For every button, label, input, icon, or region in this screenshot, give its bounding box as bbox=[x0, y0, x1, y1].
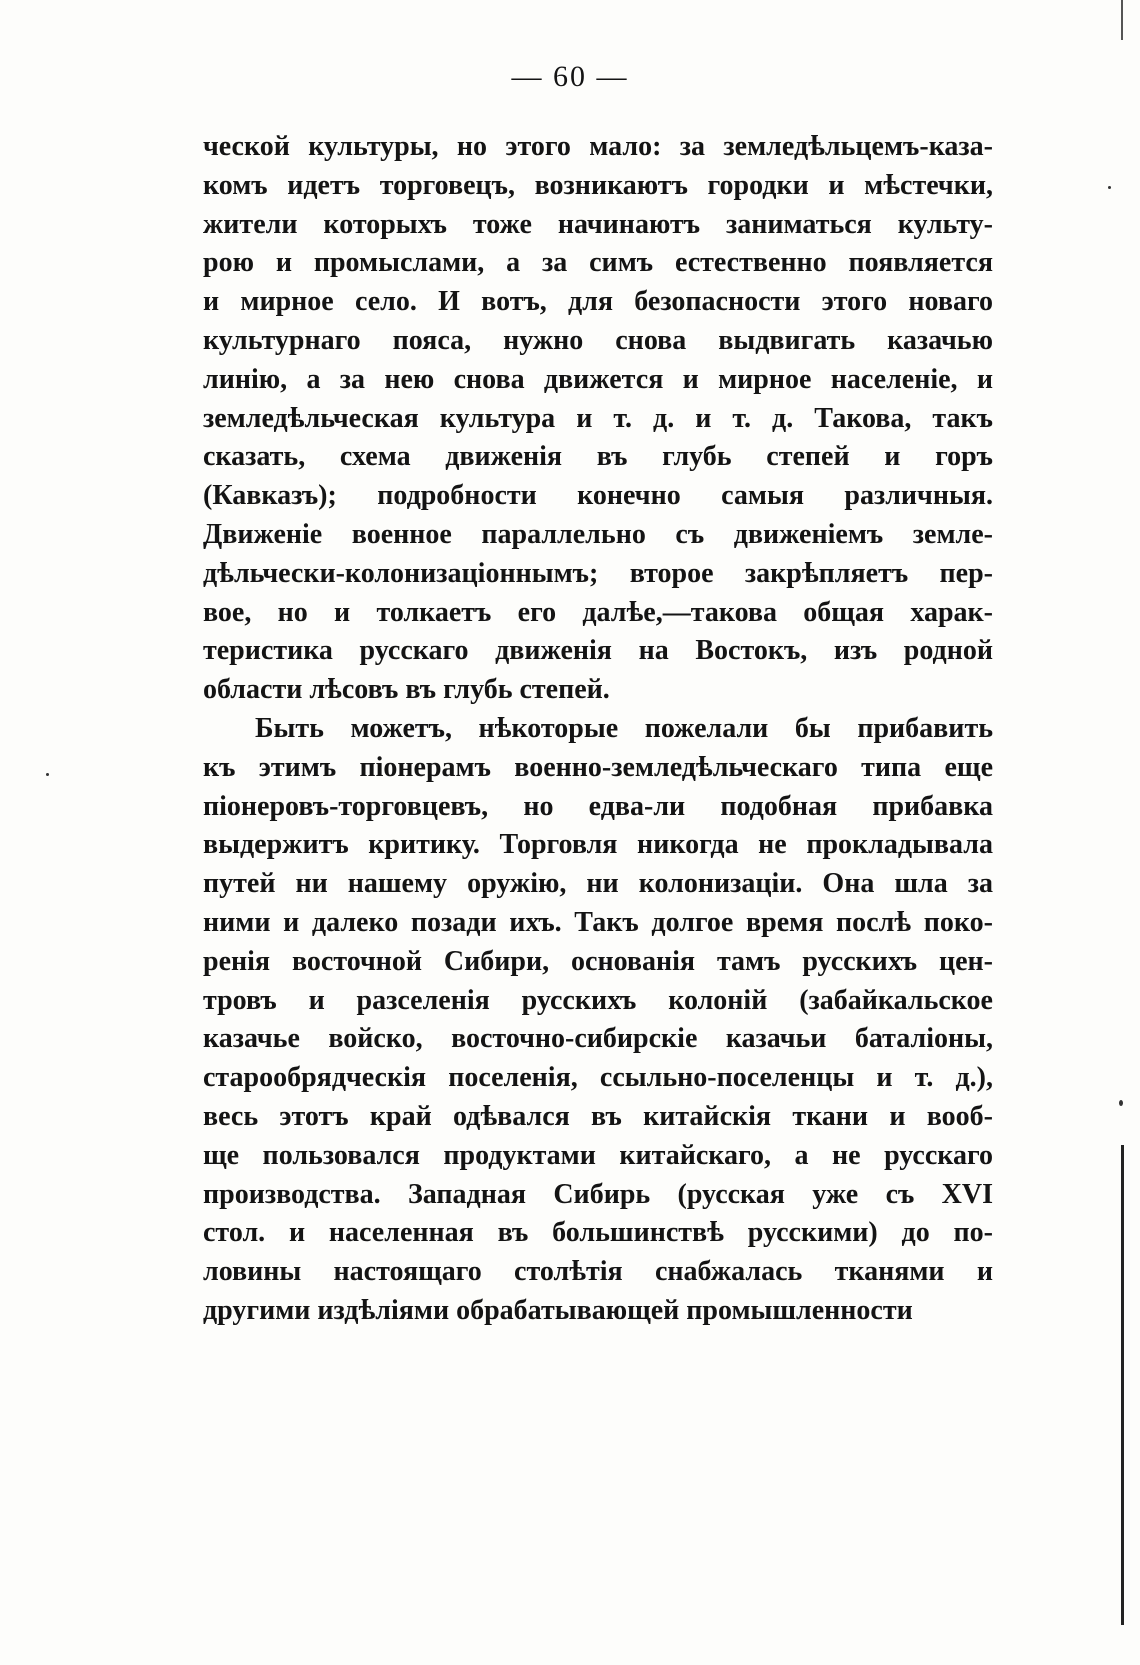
scan-edge-mark bbox=[1121, 0, 1123, 40]
text-line: рою и промыслами, а за симъ естественно появляется bbox=[203, 247, 993, 279]
text-line: другими издѣліями обрабатывающей промышленности bbox=[203, 1294, 913, 1326]
paragraph-2 bbox=[203, 710, 993, 1331]
text-line: ческой культуры, но этого мало: за земледѣльцемъ-каза- bbox=[203, 131, 993, 162]
text-line: дѣльчески-колонизаціоннымъ; второе закрѣпляетъ пер- bbox=[203, 557, 993, 589]
text-line: стол. и населенная въ большинствѣ русскими) до по- bbox=[203, 1217, 993, 1249]
text-line: ренія восточной Сибири, основанія тамъ русскихъ цен- bbox=[203, 945, 993, 977]
text-line: тровъ и разселенія русскихъ колоній (забайкальское bbox=[203, 984, 993, 1016]
text-line: (Кавказъ); подробности конечно самыя различныя. bbox=[203, 480, 993, 512]
text-line: путей ни нашему оружію, ни колонизаціи. Она шла за bbox=[203, 868, 993, 900]
text-line: области лѣсовъ въ глубь степей. bbox=[203, 674, 610, 706]
text-line: культурнаго пояса, нужно снова выдвигать казачью bbox=[203, 324, 993, 356]
page-number: — 60 — bbox=[511, 60, 629, 93]
text-line: линію, а за нею снова движется и мирное населеніе, и bbox=[203, 363, 993, 395]
text-line: выдержитъ критику. Торговля никогда не прокладывала bbox=[203, 829, 993, 861]
text-line: сказать, схема движенія въ глубь степей и горъ bbox=[203, 441, 993, 473]
text-line: ще пользовался продуктами китайскаго, а не русскаго bbox=[203, 1139, 993, 1171]
text-line: и мирное село. И вотъ, для безопасности этого новаго bbox=[203, 286, 993, 318]
text-line: казачье войско, восточно-сибирскіе казачьи баталіоны, bbox=[203, 1023, 993, 1055]
text-line: Движеніе военное параллельно съ движеніемъ земле- bbox=[203, 518, 993, 550]
text-line: весь этотъ край одѣвался въ китайскія ткани и вооб- bbox=[203, 1100, 993, 1132]
text-line: производства. Западная Сибирь (русская уже съ XVI bbox=[203, 1178, 993, 1210]
scan-speck bbox=[1108, 186, 1111, 189]
text-line: земледѣльческая культура и т. д. и т. д. Такова, такъ bbox=[203, 402, 993, 434]
text-line: жители которыхъ тоже начинаютъ заниматься культу- bbox=[203, 208, 993, 240]
text-line: піонеровъ-торговцевъ, но едва-ли подобная прибавка bbox=[203, 790, 993, 822]
paragraph-1 bbox=[203, 128, 993, 710]
text-line: ловины настоящаго столѣтія снабжалась тканями и bbox=[203, 1256, 993, 1288]
text-line: теристика русскаго движенія на Востокъ, изъ родной bbox=[203, 635, 993, 667]
scan-speck bbox=[1119, 1100, 1123, 1106]
text-line: старообрядческія поселенія, ссыльно-поселенцы и т. д.), bbox=[203, 1062, 993, 1094]
text-line: ними и далеко позади ихъ. Такъ долгое время послѣ поко- bbox=[203, 906, 993, 938]
text-line: вое, но и толкаетъ его далѣе,—такова общая харак- bbox=[203, 596, 993, 628]
body-text bbox=[203, 128, 993, 1331]
scan-edge-mark bbox=[1121, 1145, 1124, 1625]
text-line: Быть можетъ, нѣкоторые пожелали бы прибавить bbox=[255, 712, 993, 744]
text-line: комъ идетъ торговецъ, возникаютъ городки и мѣстечки, bbox=[203, 169, 993, 201]
scan-speck bbox=[46, 773, 49, 776]
text-line: къ этимъ піонерамъ военно-земледѣльческаго типа еще bbox=[203, 751, 993, 783]
